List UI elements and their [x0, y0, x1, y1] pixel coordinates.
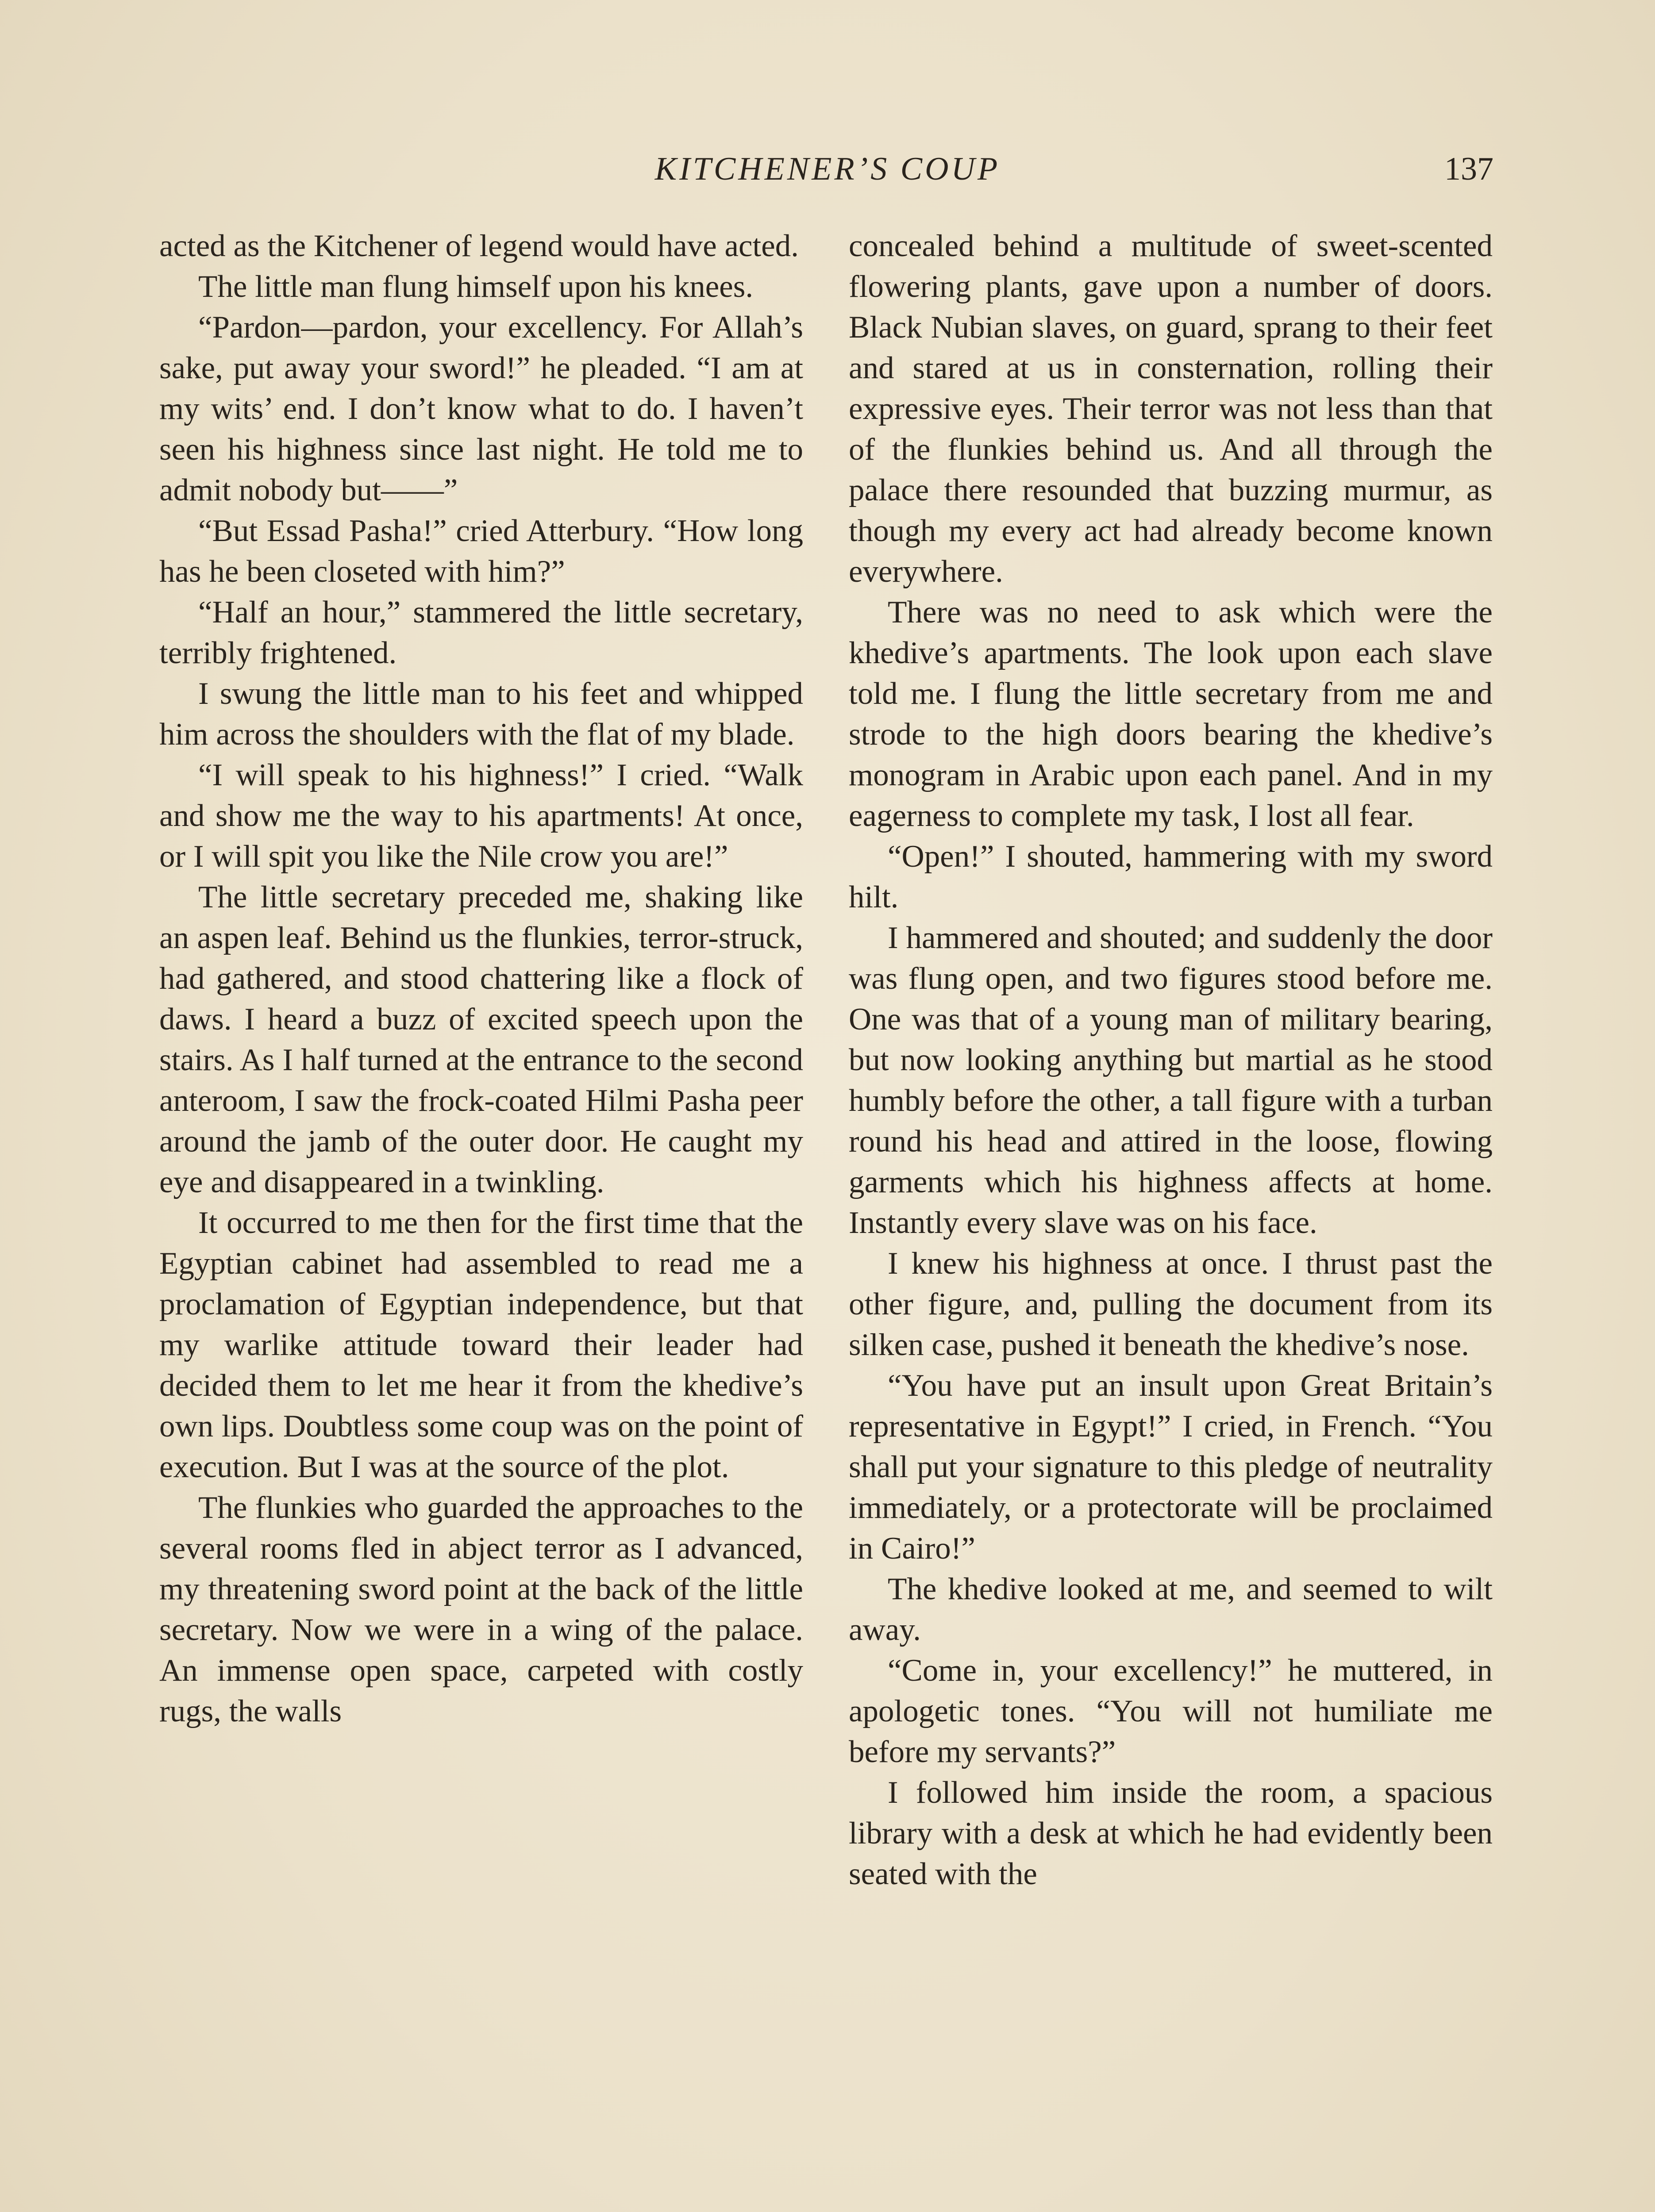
paragraph: “You have put an insult upon Great Britain’s representative in Egypt!” I cried, in French. “You shall put your signature to this pledge of neutrality immediately, or a protectorate will be proclaimed in Cairo!”: [849, 1368, 1493, 1566]
running-head-title: KITCHENER’S COUP: [654, 151, 1001, 187]
paragraph: “Pardon—pardon, your excellency. For Allah’s sake, put away your sword!” he pleaded. “I am at my wits’ end. I don’t know what to do. I haven’t seen his highness since last night. He told me to admit nobody but——”: [159, 310, 803, 507]
paragraph: “Come in, your excellency!” he muttered, in apologetic tones. “You will not humiliate me before my servants?”: [849, 1653, 1493, 1769]
text-column-right: [849, 226, 1493, 1894]
paragraph: The flunkies who guarded the approaches to the several rooms fled in abject terror as I advanced, my threatening sword point at the back of the little secretary. Now we were in a wing of the palace. An immense open space, carpeted with costly rugs, the walls: [159, 1490, 803, 1728]
paragraph: I knew his highness at once. I thrust past the other figure, and, pulling the document from its silken case, pushed it beneath the khedive’s nose.: [849, 1246, 1493, 1362]
paragraph: I followed him inside the room, a spacious library with a desk at which he had evidently been seated with the: [849, 1775, 1493, 1891]
paragraph: acted as the Kitchener of legend would have acted.: [159, 229, 799, 263]
paragraph: “I will speak to his highness!” I cried. “Walk and show me the way to his apartments! At once, or I will spit you like the Nile crow you are!”: [159, 758, 803, 874]
paragraph: The little secretary preceded me, shaking like an aspen leaf. Behind us the flunkies, terror-struck, had gathered, and stood chattering like a flock of daws. I heard a buzz of excited speech upon the stairs. As I half turned at the entrance to the second anteroom, I saw the frock-coated Hilmi Pasha peer around the jamb of the outer door. He caught my eye and disappeared in a twinkling.: [159, 880, 803, 1199]
paragraph: I swung the little man to his feet and whipped him across the shoulders with the flat of my blade.: [159, 676, 803, 752]
paragraph: “Open!” I shouted, hammering with my sword hilt.: [849, 839, 1493, 914]
paragraph: concealed behind a multitude of sweet-scented flowering plants, gave upon a number of doors. Black Nubian slaves, on guard, sprang to their feet and stared at us in consternation, rolling their expressive eyes. Their terror was not less than that of the flunkies behind us. And all through the palace there resounded that buzzing murmur, as though my every act had already become known everywhere.: [849, 229, 1493, 589]
paragraph: “But Essad Pasha!” cried Atterbury. “How long has he been closeted with him?”: [159, 514, 803, 589]
paragraph: “Half an hour,” stammered the little secretary, terribly frightened.: [159, 595, 803, 670]
paragraph: There was no need to ask which were the khedive’s apartments. The look upon each slave told me. I flung the little secretary from me and strode to the high doors bearing the khedive’s monogram in Arabic upon each panel. And in my eagerness to complete my task, I lost all fear.: [849, 595, 1493, 833]
page-number: 137: [1444, 151, 1493, 187]
paragraph: The khedive looked at me, and seemed to wilt away.: [849, 1572, 1493, 1647]
paragraph: The little man flung himself upon his knees.: [198, 269, 754, 304]
text-column-left: [159, 226, 803, 1732]
paragraph: I hammered and shouted; and suddenly the door was flung open, and two figures stood before me. One was that of a young man of military bearing, but now looking anything but martial as he stood humbly before the other, a tall figure with a turban round his head and attired in the loose, flowing garments which his highness affects at home. Instantly every slave was on his face.: [849, 921, 1493, 1240]
paragraph: It occurred to me then for the first time that the Egyptian cabinet had assembled to read me a proclamation of Egyptian independence, but that my warlike attitude toward their leader had decided them to let me hear it from the khedive’s own lips. Doubtless some coup was on the point of execution. But I was at the source of the plot.: [159, 1206, 803, 1484]
